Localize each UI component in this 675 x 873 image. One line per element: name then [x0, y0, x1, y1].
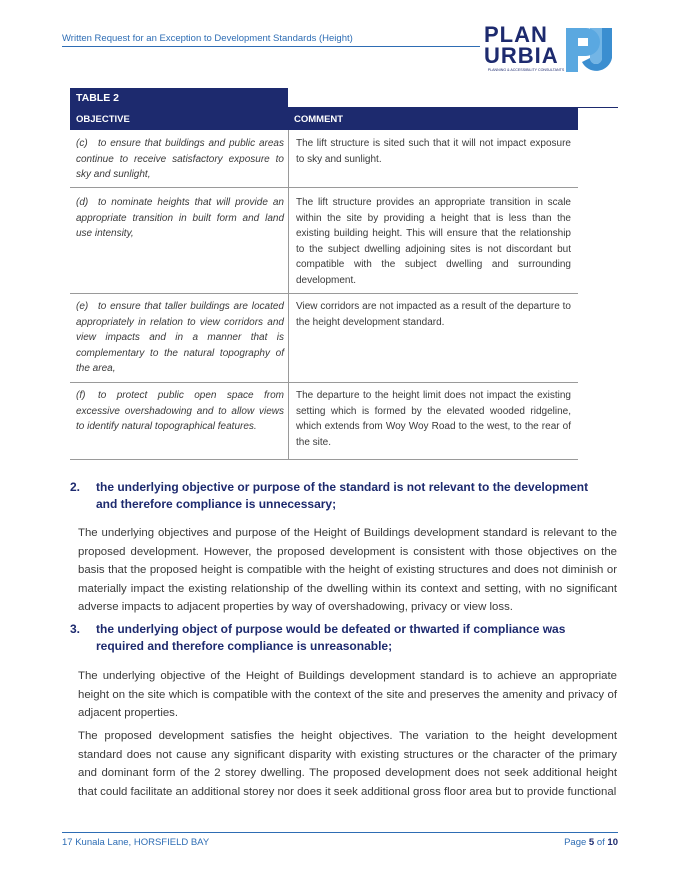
document-header-title: Written Request for an Exception to Development Standards (Height) — [62, 33, 353, 44]
page-current: 5 — [588, 837, 595, 848]
table-row-divider — [70, 382, 578, 383]
comment-column-label: COMMENT — [294, 114, 344, 125]
section-3-paragraph-1: The underlying objective of the Height of Buildings development standard is to achieve an appropriate height on the site which is compatible with the context of the site and preserves the amenity and privacy of adjacent properties. — [78, 670, 617, 719]
section-heading-text: the underlying objective or purpose of the standard is not relevant to the development and therefore compliance is unnecessary; — [96, 480, 589, 511]
section-number: 2. — [70, 480, 81, 494]
section-2-heading — [70, 479, 610, 513]
row-tag: (e) — [76, 301, 89, 312]
row-tag: (d) — [76, 197, 89, 208]
logo-pu-mark-icon — [560, 24, 616, 76]
objective-column-label: OBJECTIVE — [76, 114, 130, 125]
table-column-divider — [288, 130, 289, 460]
planurbia-logo — [482, 24, 620, 80]
table-row-comment-e: View corridors are not impacted as a result of the departure to the height development standard. — [296, 301, 571, 328]
header-rule — [62, 46, 480, 47]
page-number — [540, 837, 618, 848]
objective-text: to nominate heights that will provide an appropriate transition in built form and — [76, 197, 284, 224]
objective-text: to ensure that buildings and public areas continue to receive satisfactory exposure — [76, 138, 284, 165]
table-row-divider — [70, 187, 578, 188]
section-number: 3. — [70, 622, 81, 636]
table-title: TABLE 2 — [76, 92, 119, 104]
table-row-objective-d — [76, 195, 284, 242]
table-row-objective-c — [76, 136, 284, 183]
section-heading-text: the underlying object of purpose would be defeated or thwarted if compliance was required and therefore compliance is unreasonable; — [96, 622, 566, 653]
table-bottom-rule — [70, 459, 578, 460]
logo-word-plan: PLAN — [484, 22, 548, 47]
table-row-objective-e — [76, 299, 284, 377]
table-row-comment-f: The departure to the height limit does not impact the existing setting which is formed by the elevated wooded ridgeline, which extends from Woy Woy Road to the west, to the rear of the site. — [296, 390, 571, 448]
objective-column-header — [70, 108, 288, 130]
page-prefix: Page — [564, 837, 589, 848]
footer-address: 17 Kunala Lane, HORSFIELD BAY — [62, 837, 210, 848]
logo-word-urbia: URBIA — [484, 43, 559, 68]
footer-rule — [62, 832, 618, 833]
objective-text: to protect public open space from excessive overshadowing and to allow views to identify natural topographical features. — [76, 390, 284, 432]
row-tag: (f) — [76, 390, 86, 401]
objective-text-cont: land use intensity, — [76, 212, 285, 239]
section-3-paragraph-2: The proposed development satisfies the height objectives. The variation to the height development standard does not cause any significant disparity with existing structures or the character of the primary and dominant form of the 2 storey dwelling. The proposed development does not seek additional height that could facilitate an additional storey nor does it seek additional gross floor area but to provide functional — [78, 730, 617, 798]
section-2-paragraph-1: The underlying objectives and purpose of the Height of Buildings development standard is relevant to the proposed development. However, the proposed development is consistent with those objectives on the basis that the proposed height is compatible with the height of existing structures and does not diminish or materially impact the existing relationship of the dwelling within its context and setting, with no significant adverse impacts to adjacent properties by way of overshadowing, privacy or view loss. — [78, 527, 617, 613]
row-tag: (c) — [76, 138, 88, 149]
page-total: 10 — [607, 837, 618, 848]
section-3-heading — [70, 621, 610, 655]
logo-tagline: PLANNING & ACCESSIBILITY CONSULTANTS — [487, 68, 565, 72]
comment-column-header — [288, 108, 578, 130]
table-row-divider — [70, 293, 578, 294]
table-title-box — [70, 88, 288, 108]
page-of: of — [594, 837, 608, 848]
table-row-objective-f — [76, 388, 284, 435]
objective-text-cont: to sky and sunlight, — [76, 153, 284, 180]
objective-text: to ensure that taller buildings are located appropriately in relation to view corridors and view impacts and in a manner that is complementary to the natural — [76, 301, 284, 359]
table-row-comment-d: The lift structure provides an appropriate transition in scale within the site by providing a height that is less than the existing building height. This will ensure that the relationship to the subject dwelling adjoining sites is not discordant but compatible with the subject dwelling and surrounding development. — [296, 197, 571, 286]
objective-text-cont: topography of the area, — [76, 347, 284, 374]
table-row-comment-c: The lift structure is sited such that it will not impact exposure to sky and sunlight. — [296, 138, 571, 165]
